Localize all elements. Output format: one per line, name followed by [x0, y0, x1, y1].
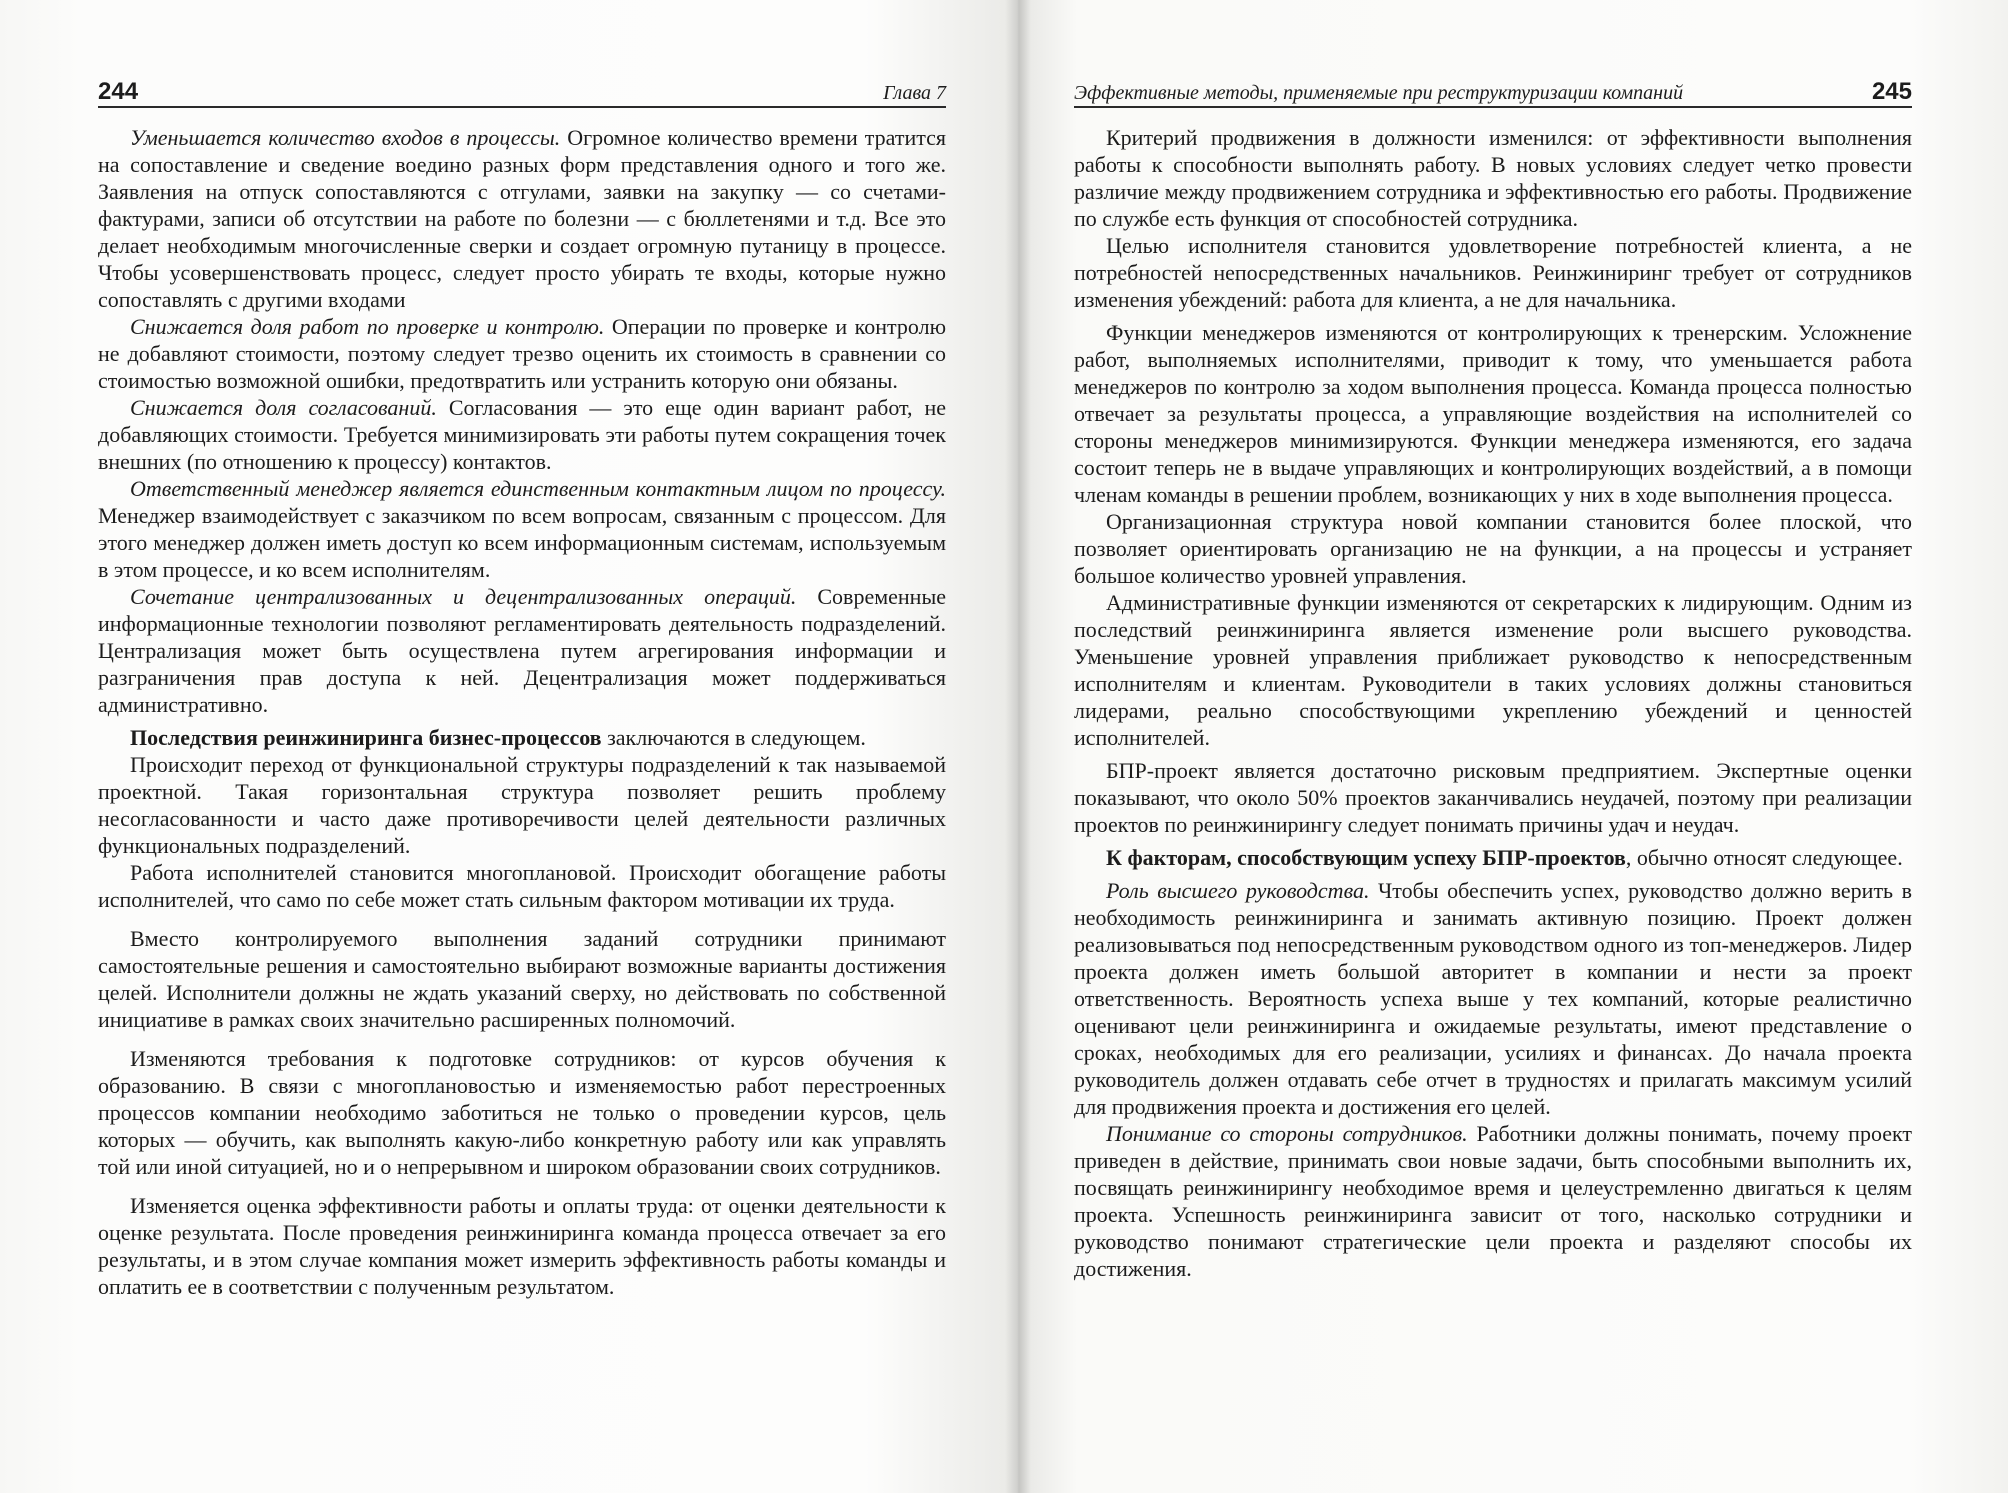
paragraph-text: БПР-проект является достаточно рисковым предприятием. Экспертные оценки показывают, что около 50% проектов заканчивались неудачей, поэтому при реализации проектов по реинжинирингу следует понимать причины удач и неудач.: [1074, 758, 1912, 837]
paragraph-lead: Роль высшего руководства.: [1106, 878, 1370, 903]
paragraph-lead: Сочетание централизованных и децентрализованных операций.: [130, 584, 797, 609]
paragraph-text: Менеджер взаимодействует с заказчиком по всем вопросам, связанным с процессом. Для этого менеджер должен иметь доступ ко всем информационным системам, используемым в этом процессе, и ко всем исполнителям.: [98, 503, 946, 582]
paragraph-text: Целью исполнителя становится удовлетворение потребностей клиента, а не потребностей непосредственных начальников. Реинжиниринг требует от сотрудников изменения убеждений: работа для клиента, а не для начальника.: [1074, 233, 1912, 312]
paragraph: [98, 1192, 946, 1300]
paragraph-lead: Снижается доля согласований.: [130, 395, 437, 420]
paragraph: [98, 475, 946, 583]
paragraph: [98, 394, 946, 475]
paragraph-text: Работники должны понимать, почему проект приведен в действие, принимать свои новые задачи, быть способными выполнить их, посвящать реинжинирингу необходимое время и целеустремленно двигаться к целям проекта. Успешность реинжиниринга зависит от того, насколько сотрудники и руководство понимают стратегические цели проекта и разделяют способы их достижения.: [1074, 1121, 1913, 1281]
paragraph: [1074, 232, 1912, 313]
paragraph: [98, 859, 946, 913]
left-running-head: Глава 7: [883, 82, 946, 104]
right-page-header: [1074, 76, 1912, 108]
paragraph-text: Огромное количество времени тратится на сопоставление и сведение воедино разных форм представления одного и того же. Заявления на отпуск сопоставляются с отгулами, заявки на закупку — со счетами-фактурами, записи об отсутствии на работе по болезни — с бюллетенями и т.д. Все это делает необходимым многочисленные сверки и создает огромную путаницу в процессе. Чтобы усовершенствовать процесс, следует просто убирать те входы, которые нужно сопоставлять с другими входами: [98, 125, 946, 312]
paragraph: [1074, 757, 1912, 838]
paragraph-text: Организационная структура новой компании становится более плоской, что позволяет ориентировать организацию не на функции, а на процессы и устраняет большое количество уровней управления.: [1074, 509, 1912, 588]
paragraph-text: Вместо контролируемого выполнения заданий сотрудники принимают самостоятельные решения и самостоятельно выбирают возможные варианты достижения целей. Исполнители должны не ждать указаний сверху, но действовать по собственной инициативе в рамках своих значительно расширенных полномочий.: [98, 926, 946, 1032]
paragraph: [98, 1045, 946, 1180]
paragraph-lead: Снижается доля работ по проверке и контролю.: [130, 314, 605, 339]
paragraph: [1074, 589, 1912, 751]
paragraph: [1074, 508, 1912, 589]
paragraph-text: заключаются в следующем.: [601, 725, 866, 750]
paragraph-text: , обычно относят следующее.: [1625, 845, 1903, 870]
paragraph: [1074, 877, 1912, 1120]
paragraph-text: Работа исполнителей становится многоплановой. Происходит обогащение работы исполнителей, что само по себе может стать сильным фактором мотивации их труда.: [98, 860, 946, 912]
paragraph-text: Административные функции изменяются от секретарских к лидирующим. Одним из последствий реинжиниринга является изменение роли высшего руководства. Уменьшение уровней управления приближает руководство к непосредственным исполнителям и клиентам. Руководители в таких условиях должны становиться лидерами, реально способствующими укреплению убеждений и ценностей исполнителей.: [1074, 590, 1912, 750]
paragraph-text: Современные информационные технологии позволяют регламентировать деятельность подразделений. Централизация может быть осуществлена путем агрегирования информации и разграничения прав доступа к ней. Децентрализация может поддерживаться административно.: [98, 584, 946, 717]
paragraph: [98, 124, 946, 313]
paragraph-text: Изменяются требования к подготовке сотрудников: от курсов обучения к образованию. В связи с многоплановостью и изменяемостью работ перестроенных процессов компании необходимо заботиться не только о проведении курсов, цель которых — обучить, как выполнять какую-либо конкретную работу или как управлять той или иной ситуацией, но и о непрерывном и широком образовании своих сотрудников.: [98, 1046, 946, 1179]
right-page-number: 245: [1871, 78, 1912, 105]
paragraph: [98, 925, 946, 1033]
paragraph-lead: Понимание со стороны сотрудников.: [1106, 1121, 1468, 1146]
right-running-head: Эффективные методы, применяемые при реструктуризации компаний: [1074, 82, 1684, 104]
paragraph: [98, 313, 946, 394]
paragraph: [98, 583, 946, 718]
left-page-header: [98, 76, 946, 108]
paragraph-text: Происходит переход от функциональной структуры подразделений к так называемой проектной. Такая горизонтальная структура позволяет решить проблему несогласованности и часто даже противоречивости целей деятельности различных функциональных подразделений.: [98, 752, 946, 858]
book-gutter-shadow: [1005, 0, 1031, 1493]
paragraph-text: Критерий продвижения в должности изменился: от эффективности выполнения работы к способности выполнять работу. В новых условиях следует четко провести различие между продвижением сотрудника и эффективностью его работы. Продвижение по службе есть функция от способностей сотрудника.: [1074, 125, 1912, 231]
paragraph-lead: Уменьшается количество входов в процессы.: [130, 125, 561, 150]
section-heading-paragraph: [1074, 844, 1912, 871]
paragraph: [98, 751, 946, 859]
paragraph: [1074, 319, 1912, 508]
paragraph-text: Операции по проверке и контролю не добавляют стоимости, поэтому следует трезво оценить их стоимость в сравнении со стоимостью возможной ошибки, предотвратить или устранить которую они обязаны.: [98, 314, 946, 393]
section-heading: Последствия реинжиниринга бизнес-процессов: [130, 725, 602, 750]
paragraph-text: Функции менеджеров изменяются от контролирующих к тренерским. Усложнение работ, выполняемых исполнителями, приводит к тому, что уменьшается работа менеджеров по контролю за ходом выполнения процесса. Команда процесса полностью отвечает за результаты процесса, а управляющие воздействия на исполнителей со стороны менеджеров минимизируются. Функции менеджера изменяются, его задача состоит теперь не в выдаче управляющих и контролирующих воздействий, а в помощи членам команды в решении проблем, возникающих у них в ходе выполнения процесса.: [1074, 320, 1912, 507]
paragraph-text: Изменяется оценка эффективности работы и оплаты труда: от оценки деятельности к оценке результата. После проведения реинжиниринга команда процесса отвечает за его результаты, и в этом случае компания может измерить эффективность работы команды и оплатить ее в соответствии с полученным результатом.: [98, 1193, 946, 1299]
left-page-number: 244: [98, 78, 139, 105]
paragraph: [1074, 124, 1912, 232]
paragraph-text: Согласования — это еще один вариант работ, не добавляющих стоимости. Требуется минимизировать эти работы путем сокращения точек внешних (по отношению к процессу) контактов.: [98, 395, 946, 474]
section-heading-paragraph: [98, 724, 946, 751]
paragraph: [1074, 1120, 1912, 1282]
paragraph-text: Чтобы обеспечить успех, руководство должно верить в необходимость реинжиниринга и занимать активную позицию. Проект должен реализовываться под непосредственным руководством одного из топ-менеджеров. Лидер проекта должен иметь большой авторитет в компании и нести за проект ответственность. Вероятность успеха выше у тех компаний, которые реалистично оценивают цели реинжиниринга и ожидаемые результаты, имеют представление о сроках, необходимых для его реализации, усилиях и финансах. До начала проекта руководитель должен отдавать себе отчет в трудностях и прилагать максимум усилий для продвижения проекта и достижения его целей.: [1074, 878, 1912, 1119]
left-page-body: [98, 124, 946, 1300]
paragraph-lead: Ответственный менеджер является единственным контактным лицом по процессу.: [130, 476, 946, 501]
section-heading: К факторам, способствующим успеху БПР-проектов: [1106, 845, 1626, 870]
right-page-body: [1074, 124, 1912, 1282]
right-page: [1018, 0, 2008, 1493]
